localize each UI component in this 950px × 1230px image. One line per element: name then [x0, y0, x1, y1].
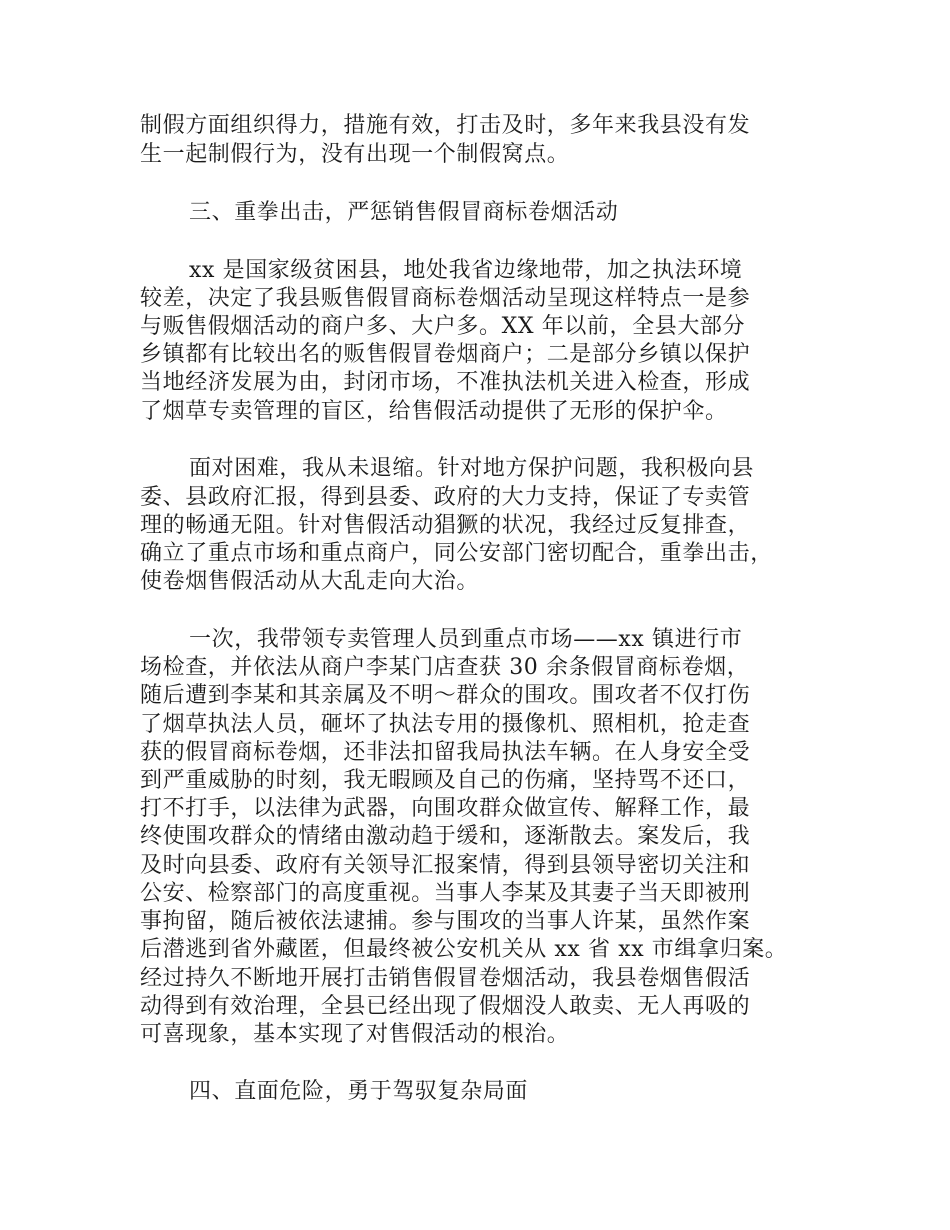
text-line: 后潜逃到省外藏匿，但最终被公安机关从 xx 省 xx 市缉拿归案。 [140, 937, 788, 962]
text-line: 打不打手，以法律为武器，向围攻群众做宣传、解释工作，最 [140, 796, 751, 821]
text-line: 公安、检察部门的高度重视。当事人李某及其妻子当天即被刑 [140, 881, 751, 906]
text-line: 动得到有效治理，全县已经出现了假烟没人敢卖、无人再吸的 [140, 994, 751, 1019]
text-line: 委、县政府汇报，得到县委、政府的大力支持，保证了专卖管 [140, 485, 751, 510]
section-heading: 三、重拳出击，严惩销售假冒商标卷烟活动 [189, 200, 619, 225]
text-line: 与贩售假烟活动的商户多、大户多。XX 年以前，全县大部分 [140, 314, 746, 339]
text-line: 使卷烟售假活动从大乱走向大治。 [140, 569, 480, 594]
text-line: 到严重威胁的时刻，我无暇顾及自己的伤痛，坚持骂不还口， [140, 768, 751, 793]
text-line: 当地经济发展为由，封闭市场，不准执法机关进入检查，形成 [140, 370, 751, 395]
text-line: 经过持久不断地开展打击销售假冒卷烟活动，我县卷烟售假活 [140, 966, 751, 991]
text-line: xx 是国家级贫困县，地处我省边缘地带，加之执法环境 [189, 258, 743, 283]
section-heading: 四、直面危险，勇于驾驭复杂局面 [189, 1079, 529, 1104]
text-line: 制假方面组织得力，措施有效，打击及时，多年来我县没有发 [140, 113, 751, 138]
text-line: 随后遭到李某和其亲属及不明～群众的围攻。围攻者不仅打伤 [140, 683, 751, 708]
text-line: 理的畅通无阻。针对售假活动猖獗的状况，我经过反复排查， [140, 513, 751, 538]
text-line: 一次，我带领专卖管理人员到重点市场——xx 镇进行市 [189, 627, 743, 652]
text-line: 终使围攻群众的情绪由激动趋于缓和，逐渐散去。案发后，我 [140, 824, 751, 849]
text-line: 可喜现象，基本实现了对售假活动的根治。 [140, 1022, 570, 1047]
text-line: 确立了重点市场和重点商户，同公安部门密切配合，重拳出击， [140, 541, 773, 566]
text-line: 获的假冒商标卷烟，还非法扣留我局执法车辆。在人身安全受 [140, 740, 751, 765]
text-line: 了烟草执法人员，砸坏了执法专用的摄像机、照相机，抢走查 [140, 712, 751, 737]
text-line: 事拘留，随后被依法逮捕。参与围攻的当事人许某，虽然作案 [140, 909, 751, 934]
text-line: 面对困难，我从未退缩。针对地方保护问题，我积极向县 [189, 456, 755, 481]
text-line: 生一起制假行为，没有出现一个制假窝点。 [140, 142, 570, 167]
text-line: 乡镇都有比较出名的贩售假冒卷烟商户；二是部分乡镇以保护 [140, 342, 751, 367]
text-line: 场检查，并依法从商户李某门店查获 30 余条假冒商标卷烟， [140, 655, 750, 680]
text-line: 较差，决定了我县贩售假冒商标卷烟活动呈现这样特点一是参 [140, 286, 751, 311]
text-line: 及时向县委、政府有关领导汇报案情，得到县领导密切关注和 [140, 853, 751, 878]
text-line: 了烟草专卖管理的盲区，给售假活动提供了无形的保护伞。 [140, 399, 728, 424]
